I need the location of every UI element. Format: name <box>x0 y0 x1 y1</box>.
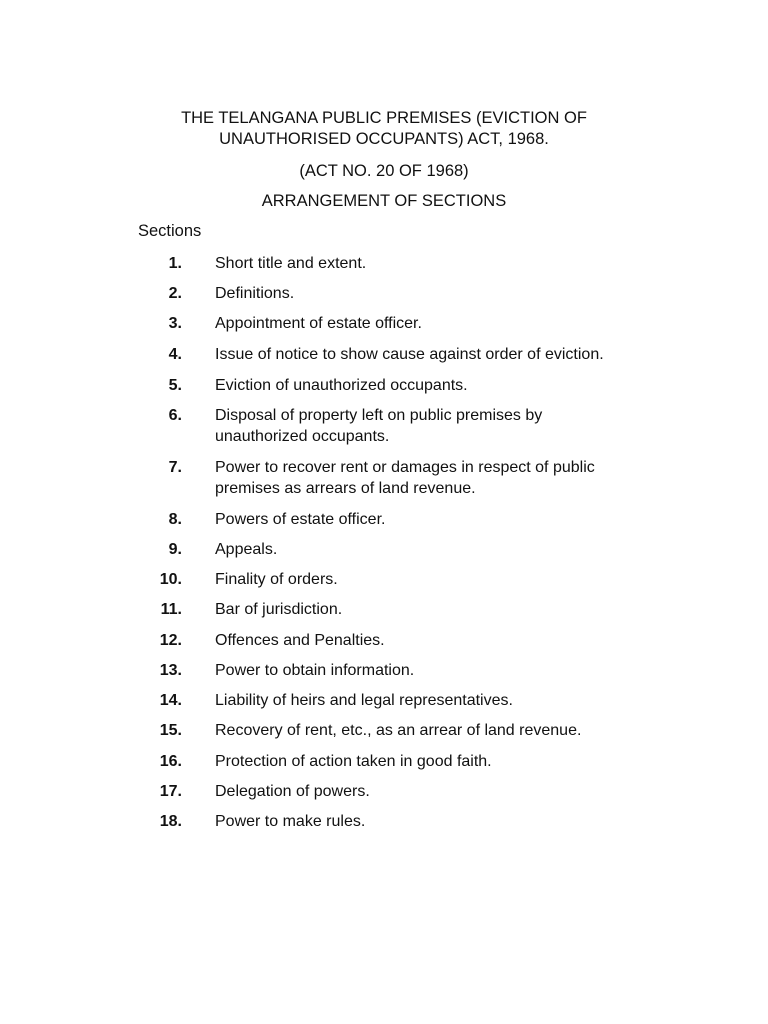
section-number: 7. <box>168 458 182 476</box>
section-item <box>0 751 768 772</box>
arrangement-heading: ARRANGEMENT OF SECTIONS <box>261 192 507 210</box>
section-title: Liability of heirs and legal representatives. <box>215 691 513 709</box>
section-number: 1. <box>168 255 182 272</box>
section-number: 4. <box>168 345 182 363</box>
section-item <box>0 457 768 499</box>
section-title: Appointment of estate officer. <box>215 315 422 333</box>
act-title-line-1: THE TELANGANA PUBLIC PREMISES (EVICTION OF <box>181 109 587 127</box>
section-item <box>0 690 768 711</box>
section-number: 17. <box>159 783 182 801</box>
section-title: Short title and extent. <box>215 255 367 272</box>
act-title-line-2: UNAUTHORISED OCCUPANTS) ACT, 1968. <box>219 130 549 148</box>
section-title: Power to make rules. <box>215 813 366 831</box>
section-item <box>0 539 768 560</box>
section-number: 14. <box>159 691 182 709</box>
section-title: Protection of action taken in good faith. <box>215 753 492 771</box>
section-title: Disposal of property left on public premises by unauthorized occupants. <box>215 406 543 445</box>
section-number: 15. <box>159 722 182 740</box>
section-number: 8. <box>168 510 182 528</box>
section-title: Definitions. <box>215 285 295 303</box>
section-item <box>0 811 768 832</box>
section-number: 11. <box>160 601 182 619</box>
section-number: 2. <box>168 285 182 303</box>
section-item <box>0 599 768 620</box>
section-number: 13. <box>159 661 182 679</box>
section-item <box>0 569 768 590</box>
section-title: Eviction of unauthorized occupants. <box>215 376 468 394</box>
section-number: 12. <box>159 631 182 649</box>
section-item <box>0 781 768 802</box>
section-title: Offences and Penalties. <box>215 631 385 649</box>
section-title: Powers of estate officer. <box>215 510 386 528</box>
section-title: Bar of jurisdiction. <box>215 601 343 619</box>
section-title: Power to recover rent or damages in respect of public premises as arrears of land revenue. <box>215 458 595 497</box>
section-item <box>0 720 768 741</box>
section-number: 5. <box>168 376 182 394</box>
section-item <box>0 405 768 447</box>
sections-list <box>0 253 768 842</box>
section-item <box>0 344 768 365</box>
section-item <box>0 660 768 681</box>
section-item <box>0 283 768 304</box>
section-number: 3. <box>168 315 182 333</box>
section-number: 9. <box>168 540 182 558</box>
section-number: 18. <box>159 813 182 831</box>
section-item <box>0 375 768 396</box>
act-number: (ACT NO. 20 OF 1968) <box>299 162 469 180</box>
section-item <box>0 313 768 334</box>
section-title: Delegation of powers. <box>215 783 370 801</box>
section-title: Finality of orders. <box>215 571 338 589</box>
section-title: Issue of notice to show cause against order of eviction. <box>215 345 604 363</box>
section-number: 16. <box>159 753 182 771</box>
section-title: Appeals. <box>215 540 278 558</box>
section-title: Power to obtain information. <box>215 661 415 679</box>
section-title: Recovery of rent, etc., as an arrear of land revenue. <box>215 722 582 740</box>
sections-label: Sections <box>138 222 202 240</box>
section-item <box>0 509 768 530</box>
section-item <box>0 253 768 274</box>
section-item <box>0 630 768 651</box>
section-number: 6. <box>168 406 182 424</box>
section-number: 10. <box>159 571 182 589</box>
